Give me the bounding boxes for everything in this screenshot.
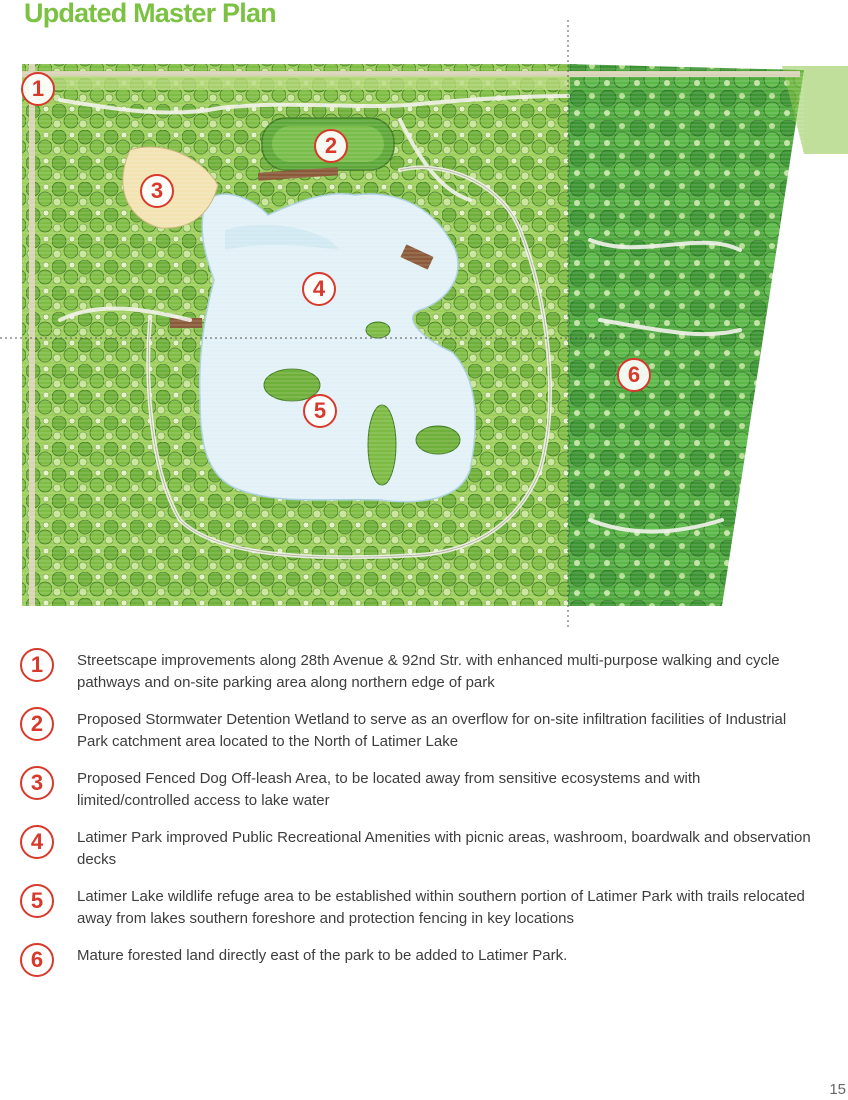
legend-text: Latimer Lake wildlife refuge area to be established within southern portion of Latimer Park with trails relocated away from lakes southern foreshore and protection fencing in key locations (77, 888, 805, 927)
legend-text: Proposed Stormwater Detention Wetland to serve as an overflow for on-site infiltration facilities of Industrial Park catchment area located to the North of Latimer Lake (77, 711, 787, 750)
map-marker-2: 2 (314, 129, 348, 163)
map-marker-6: 6 (617, 358, 651, 392)
legend-number-badge: 6 (20, 943, 54, 977)
legend-text: Streetscape improvements along 28th Avenue & 92nd Str. with enhanced multi-purpose walking and cycle pathways and on-site parking area along northern edge of park (77, 652, 780, 691)
legend-text: Latimer Park improved Public Recreational Amenities with picnic areas, washroom, boardwalk and observation decks (77, 829, 811, 868)
map-marker-3: 3 (140, 174, 174, 208)
map-marker-4: 4 (302, 272, 336, 306)
legend-number-badge: 1 (20, 648, 54, 682)
map-marker-5: 5 (303, 394, 337, 428)
page-number: 15 (829, 1081, 846, 1098)
legend-text: Proposed Fenced Dog Off-leash Area, to be located away from sensitive ecosystems and with limited/controlled access to lake water (77, 770, 701, 809)
page-title: Updated Master Plan (24, 0, 276, 28)
legend-number-badge: 5 (20, 884, 54, 918)
legend-text: Mature forested land directly east of the park to be added to Latimer Park. (77, 947, 568, 964)
legend-number-badge: 4 (20, 825, 54, 859)
legend-number-badge: 2 (20, 707, 54, 741)
map-marker-1: 1 (21, 72, 55, 106)
legend-number-badge: 3 (20, 766, 54, 800)
